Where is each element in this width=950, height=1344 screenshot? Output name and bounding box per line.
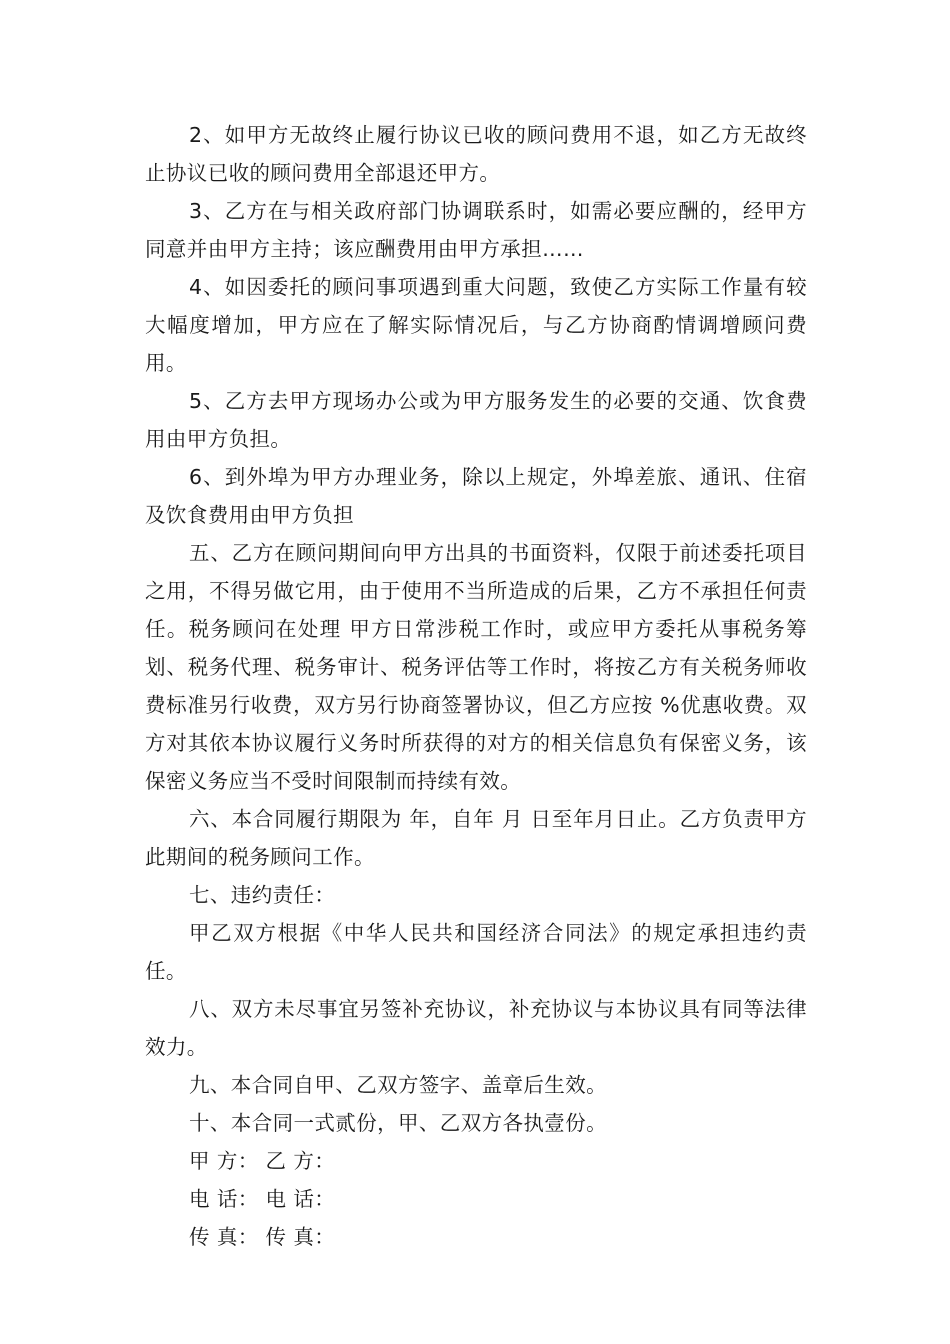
signature-party-line: 甲 方： 乙 方：	[189, 1149, 336, 1173]
clause-paragraph: 八、双方未尽事宜另签补充协议，补充协议与本协议具有同等法律效力。	[145, 997, 807, 1059]
clause-paragraph: 六、本合同履行期限为 年，自年 月 日至年月日止。乙方负责甲方此期间的税务顾问工作。	[145, 807, 807, 869]
signature-fax-line: 传 真： 传 真：	[189, 1225, 336, 1249]
clause-paragraph: 2、如甲方无故终止履行协议已收的顾问费用不退，如乙方无故终止协议已收的顾问费用全部退还甲方。	[145, 123, 807, 185]
clause-paragraph: 甲乙双方根据《中华人民共和国经济合同法》的规定承担违约责任。	[145, 921, 807, 983]
clause-paragraph: 九、本合同自甲、乙双方签字、盖章后生效。	[189, 1073, 607, 1097]
section-heading: 七、违约责任：	[189, 883, 336, 907]
clause-paragraph: 5、乙方去甲方现场办公或为甲方服务发生的必要的交通、饮食费用由甲方负担。	[145, 389, 807, 451]
clause-paragraph: 3、乙方在与相关政府部门协调联系时，如需必要应酬的，经甲方同意并由甲方主持；该应酬费用由甲方承担……	[145, 199, 807, 261]
clause-paragraph: 五、乙方在顾问期间向甲方出具的书面资料，仅限于前述委托项目之用，不得另做它用，由于使用不当所造成的后果，乙方不承担任何责任。税务顾问在处理 甲方日常涉税工作时，或应甲方委托从事税务筹划、税务代理、税务审计、税务评估等工作时，将按乙方有关税务师收费标准另行收费，双方另行协商签署协议，但乙方应按 %优惠收费。双方对其依本协议履行义务时所获得的对方的相关信息负有保密义务，该保密义务应当不受时间限制而持续有效。	[145, 541, 807, 793]
clause-paragraph: 十、本合同一式贰份，甲、乙双方各执壹份。	[189, 1111, 607, 1135]
document-body	[145, 116, 807, 1256]
clause-paragraph: 4、如因委托的顾问事项遇到重大问题，致使乙方实际工作量有较大幅度增加，甲方应在了解实际情况后，与乙方协商酌情调增顾问费用。	[145, 275, 807, 375]
signature-phone-line: 电 话： 电 话：	[189, 1187, 336, 1211]
clause-paragraph: 6、到外埠为甲方办理业务，除以上规定，外埠差旅、通讯、住宿及饮食费用由甲方负担	[145, 465, 807, 527]
